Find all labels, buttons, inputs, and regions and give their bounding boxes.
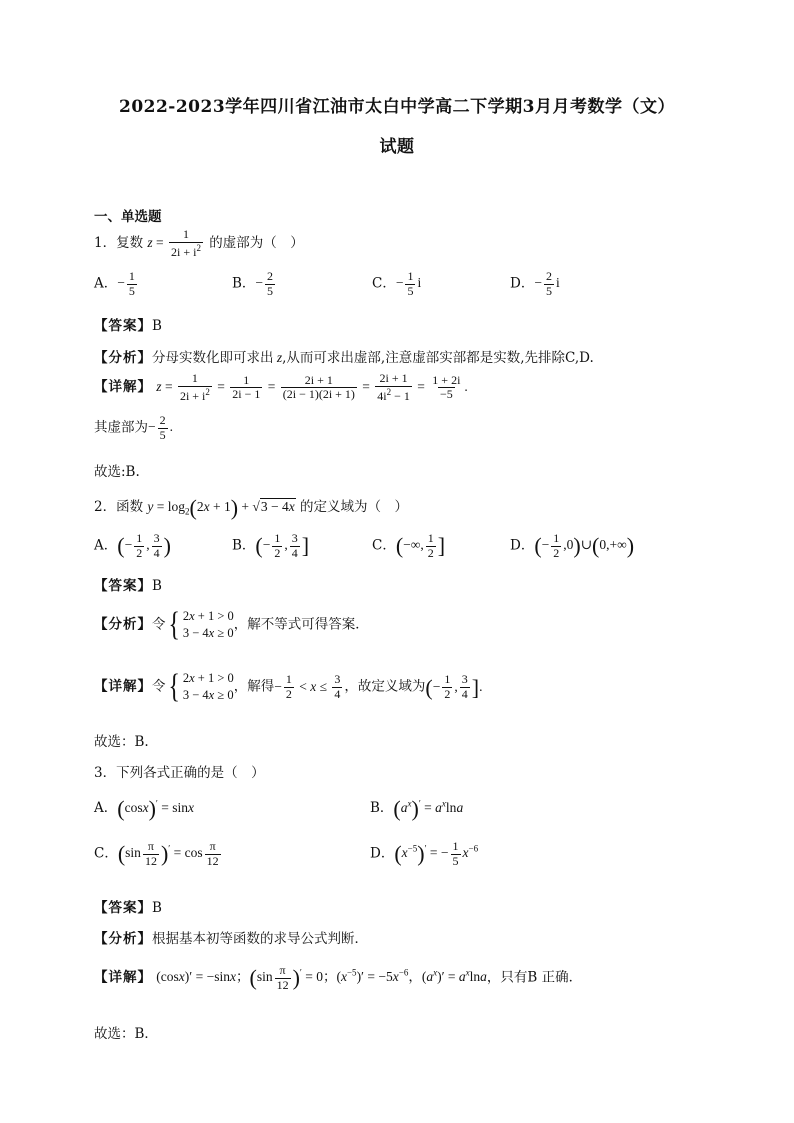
q1-option-a[interactable]: A．− $\frac{1}{5}$ xyxy=(94,269,135,298)
q1-option-c[interactable]: C．− $\frac{1}{5}$ i xyxy=(372,269,422,298)
q2-option-d[interactable]: D．(− $\frac{1}{2}$ ,0)∪(0,+∞) xyxy=(510,531,635,560)
q2-choose: 故选：B. xyxy=(94,734,149,750)
q1-option-d[interactable]: D．− $\frac{2}{5}$ i xyxy=(510,269,560,298)
q3-option-d[interactable]: D．$(x^{-5})'$ = − $\frac{1}{5}$ $x^{-6}$ xyxy=(370,839,479,868)
q2-stem: 2．函数 $y = \log_2(2x + 1) + √3 - 4x$ 的定义域为（ ） xyxy=(94,495,408,520)
q1-detail-imag: 其虚部为− $\frac{2}{5}$ . xyxy=(94,413,173,442)
q2-option-b[interactable]: B．(− $\frac{1}{2}$ , $\frac{3}{4}$ ] xyxy=(232,531,310,560)
q2-formula: $y = \log_2(2x + 1) + √3 - 4x$ xyxy=(147,495,295,520)
section-heading: 一、单选题 xyxy=(94,209,162,225)
document-title-line2: 试题 xyxy=(379,137,415,157)
q3-option-b[interactable]: B．$(a^x)' = a^x\ln a$ xyxy=(370,796,464,821)
q3-analysis: 【分析】根据基本初等函数的求导公式判断． xyxy=(94,931,368,947)
q1-answer xyxy=(94,314,162,334)
analysis-tag: 【分析】 xyxy=(94,350,152,366)
q1-formula: z = $\frac{1}{2i + i^2}$ xyxy=(147,227,201,259)
document-title-line1: 2022-2023学年四川省江油市太白中学高二下学期3月月考数学（文） xyxy=(118,97,675,117)
q3-answer: 【答案】B xyxy=(94,900,162,916)
q1-detail xyxy=(94,372,468,404)
q3-detail: 【详解】 (cosx)′ = −sinx；(sin $\frac{\pi}{12}$ )′ = 0；$(x^{-5})' = -5x^{-6}$，$(a^x)' = a^x\ln a$，只有B 正确． xyxy=(94,963,583,992)
q2-option-a[interactable]: A．(− $\frac{1}{2}$ , $\frac{3}{4}$ ) xyxy=(94,531,171,560)
detail-tag: 【详解】 xyxy=(94,378,152,395)
q2-answer: 【答案】B xyxy=(94,578,162,594)
q1-detail-formula: z = $\frac{1}{2i + i^2}$ = $\frac{1}{2i - 1}$ = $\frac{2i + 1}{(2i - 1)(2i + 1)}$ = $\frac{2i + 1}{4i^2 - 1}$ = $\frac{1 + 2i}{-5}$ . xyxy=(156,371,468,403)
q3-option-a[interactable]: A．(cosx)′ = sinx xyxy=(94,796,194,821)
q1-suffix: 的虚部为（ ） xyxy=(209,234,304,251)
q3-detail-formula: (cosx)′ = −sinx；(sin $\frac{\pi}{12}$ )′ = 0；$(x^{-5})' = -5x^{-6}$，$(a^x)' = a^x\ln a$ xyxy=(156,963,487,992)
q3-option-c[interactable]: C．(sin $\frac{\pi}{12}$ )′ = cos $\frac{\pi}{12}$ xyxy=(94,839,219,868)
q2-analysis: 【分析】令 { 2x + 1 > 0 3 − 4x ≥ 0 ，解不等式可得答案． xyxy=(94,606,369,643)
q1-analysis: 【分析】分母实数化即可求出 z,从而可求出虚部,注意虚部实部都是实数,先排除C,D. xyxy=(94,350,594,366)
q3-choose: 故选：B． xyxy=(94,1026,158,1042)
q2-detail: 【详解】令 { 2x + 1 > 0 3 − 4x ≥ 0 ，解得− $\frac{1}{2}$ < x ≤ $\frac{3}{4}$ ，故定义域为(− $\frac{1}{2}$ , $\frac{3}{4}$ ]. xyxy=(94,668,483,705)
q1-option-b[interactable]: B．− $\frac{2}{5}$ xyxy=(232,269,274,298)
q1-choose: 故选:B. xyxy=(94,464,140,480)
answer-tag: 【答案】 xyxy=(94,318,152,334)
q3-stem: 3．下列各式正确的是（ ） xyxy=(94,765,265,781)
q1-prefix: 1．复数 xyxy=(94,234,144,251)
q2-option-c[interactable]: C．(−∞, $\frac{1}{2}$ ] xyxy=(372,531,446,560)
q1-stem xyxy=(94,228,304,260)
q1-answer-value: B xyxy=(152,318,162,334)
